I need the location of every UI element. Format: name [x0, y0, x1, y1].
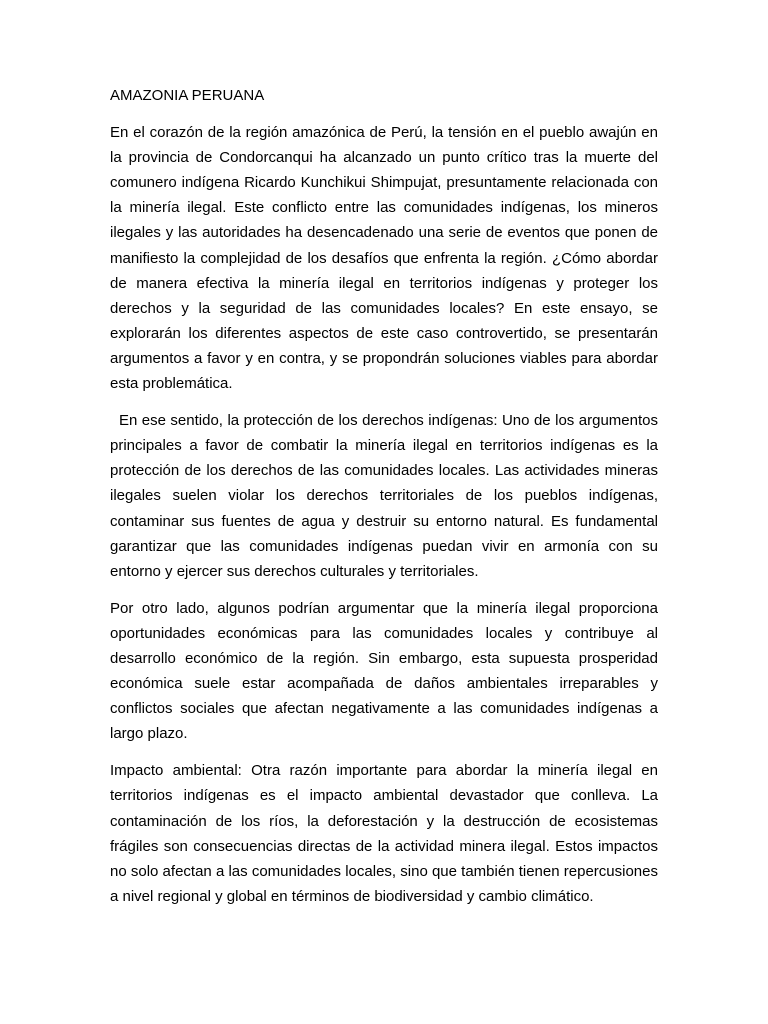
document-page	[110, 83, 663, 921]
paragraph-counterargument: Por otro lado, algunos podrían argumentar que la minería ilegal proporciona oportunidades económicas para las comunidades locales y contribuye al desarrollo económico de la región. Sin embargo, esta supuesta prosperidad económica suele estar acompañada de daños ambientales irreparables y conflictos sociales que afectan negativamente a las comunidades indígenas a largo plazo.	[110, 599, 658, 743]
document-title: AMAZONIA PERUANA	[110, 87, 265, 104]
paragraph-introduction: En el corazón de la región amazónica de Perú, la tensión en el pueblo awajún en la provincia de Condorcanqui ha alcanzado un punto crítico tras la muerte del comunero indígena Ricardo Kunchikui Shimpujat, presuntamente relacionada con la minería ilegal. Este conflicto entre las comunidades indígenas, los mineros ilegales y las autoridades ha desencadenado una serie de eventos que ponen de manifiesto la complejidad de los desafíos que enfrenta la región. ¿Cómo abordar de manera efectiva la minería ilegal en territorios indígenas y proteger los derechos y la seguridad de las comunidades locales? En este ensayo, se explorarán los diferentes aspectos de este caso controvertido, se presentarán argumentos a favor y en contra, y se propondrán soluciones viables para abordar esta problemática.	[110, 124, 658, 393]
paragraph-environmental-impact: Impacto ambiental: Otra razón importante para abordar la minería ilegal en territorios indígenas es el impacto ambiental devastador que conlleva. La contaminación de los ríos, la deforestación y la destrucción de ecosistemas frágiles son consecuencias directas de la actividad minera ilegal. Estos impactos no solo afectan a las comunidades locales, sino que también tienen repercusiones a nivel regional y global en términos de biodiversidad y cambio climático.	[110, 762, 658, 905]
paragraph-indigenous-rights: En ese sentido, la protección de los derechos indígenas: Uno de los argumentos principales a favor de combatir la minería ilegal en territorios indígenas es la protección de los derechos de las comunidades locales. Las actividades mineras ilegales suelen violar los derechos territoriales de los pueblos indígenas, contaminar sus fuentes de agua y destruir su entorno natural. Es fundamental garantizar que las comunidades indígenas puedan vivir en armonía con su entorno y ejercer sus derechos culturales y territoriales.	[110, 412, 663, 580]
